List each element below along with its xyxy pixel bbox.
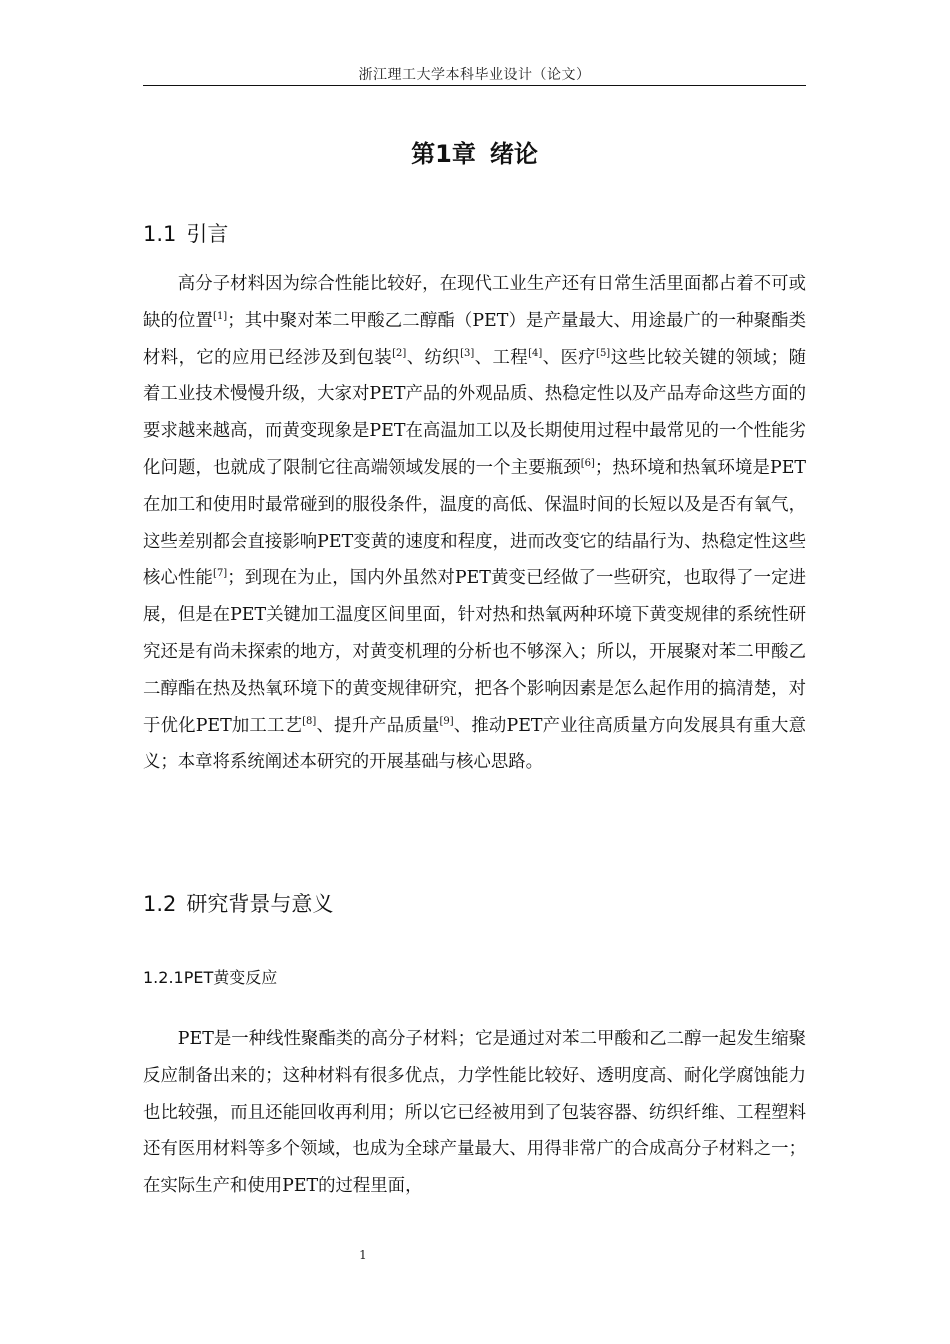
header-divider <box>143 85 806 86</box>
citation-1: [1] <box>213 310 228 322</box>
citation-3: [3] <box>460 347 475 359</box>
subsection-number: 1.2.1 <box>143 968 184 987</box>
pet-yellowing-paragraph: PET是一种线性聚酯类的高分子材料；它是通过对苯二甲酸和乙二醇一起发生缩聚反应制备出来的；这种材料有很多优点，力学性能比较好、透明度高、耐化学腐蚀能力也比较强，而且还能回收再利用；所以它已经被用到了包装容器、纺织纤维、工程塑料还有医用材料等多个领域，也成为全球产量最大、用得非常广的合成高分子材料之一；在实际生产和使用PET的过程里面， <box>143 1029 806 1197</box>
citation-5: [5] <box>596 347 611 359</box>
text-run: 、工程 <box>474 347 529 368</box>
text-run: ；热环境和热氧环境是PET在加工和使用时最常碰到的服役条件，温度的高低、保温时间的长短以及是否有氧气，这些差别都会直接影响PET变黄的速度和程度，进而改变它的结晶行为、热稳定性这些核心性能 <box>143 457 806 589</box>
citation-9: [9] <box>439 715 454 727</box>
chapter-title <box>143 136 806 172</box>
text-run: 这些比较关键的领域；随着工业技术慢慢升级，大家对PET产品的外观品质、热稳定性以及产品寿命这些方面的要求越来越高，而黄变现象是PET在高温加工以及长期使用过程中最常见的一个性能劣化问题，也就成了限制它往高端领域发展的一个主要瓶颈 <box>143 347 806 478</box>
text-run: 高分子材料因为综合性能比较好，在现代工业生产还有日常生活里面都占着不可或缺的位置 <box>143 274 806 331</box>
subsection-title: PET黄变反应 <box>183 968 278 987</box>
text-run: 、推动PET产业往高质量方向发展具有重大意义；本章将系统阐述本研究的开展基础与核心思路。 <box>143 715 806 773</box>
section-title: 研究背景与意义 <box>186 892 334 916</box>
chapter-name: 绪论 <box>489 140 538 168</box>
intro-paragraph <box>143 266 806 781</box>
section-title: 引言 <box>186 222 229 246</box>
running-header: 浙江理工大学本科毕业设计（论文） <box>358 67 591 83</box>
text-run: 、医疗 <box>542 347 597 368</box>
text-run: 、纺织 <box>406 347 461 368</box>
text-run: ；到现在为止，国内外虽然对PET黄变已经做了一些研究，也取得了一定进展，但是在PET关键加工温度区间里面，针对热和热氧两种环境下黄变规律的系统性研究还是有尚未探索的地方，对黄变机理的分析也不够深入；所以，开展聚对苯二甲酸乙二醇酯在热及热氧环境下的黄变规律研究，把各个影响因素是怎么起作用的搞清楚，对于优化PET加工工艺 <box>143 568 806 736</box>
section-number: 1.2 <box>143 892 177 916</box>
citation-4: [4] <box>528 347 543 359</box>
citation-7: [7] <box>213 568 228 580</box>
citation-8: [8] <box>302 715 317 727</box>
citation-2: [2] <box>392 347 407 359</box>
text-run: ；其中聚对苯二甲酸乙二醇酯（PET）是产量最大、用途最广的一种聚酯类材料，它的应用已经涉及到包装 <box>143 310 806 368</box>
page-number: 1 <box>359 1248 367 1262</box>
section-number: 1.1 <box>143 222 177 246</box>
chapter-number: 第1章 <box>411 140 476 168</box>
section-heading-1-2 <box>143 888 333 920</box>
section-heading-1-1 <box>143 218 228 250</box>
citation-6: [6] <box>580 457 595 469</box>
text-run: 、提升产品质量 <box>316 715 440 736</box>
subsection-heading-1-2-1 <box>143 964 277 992</box>
